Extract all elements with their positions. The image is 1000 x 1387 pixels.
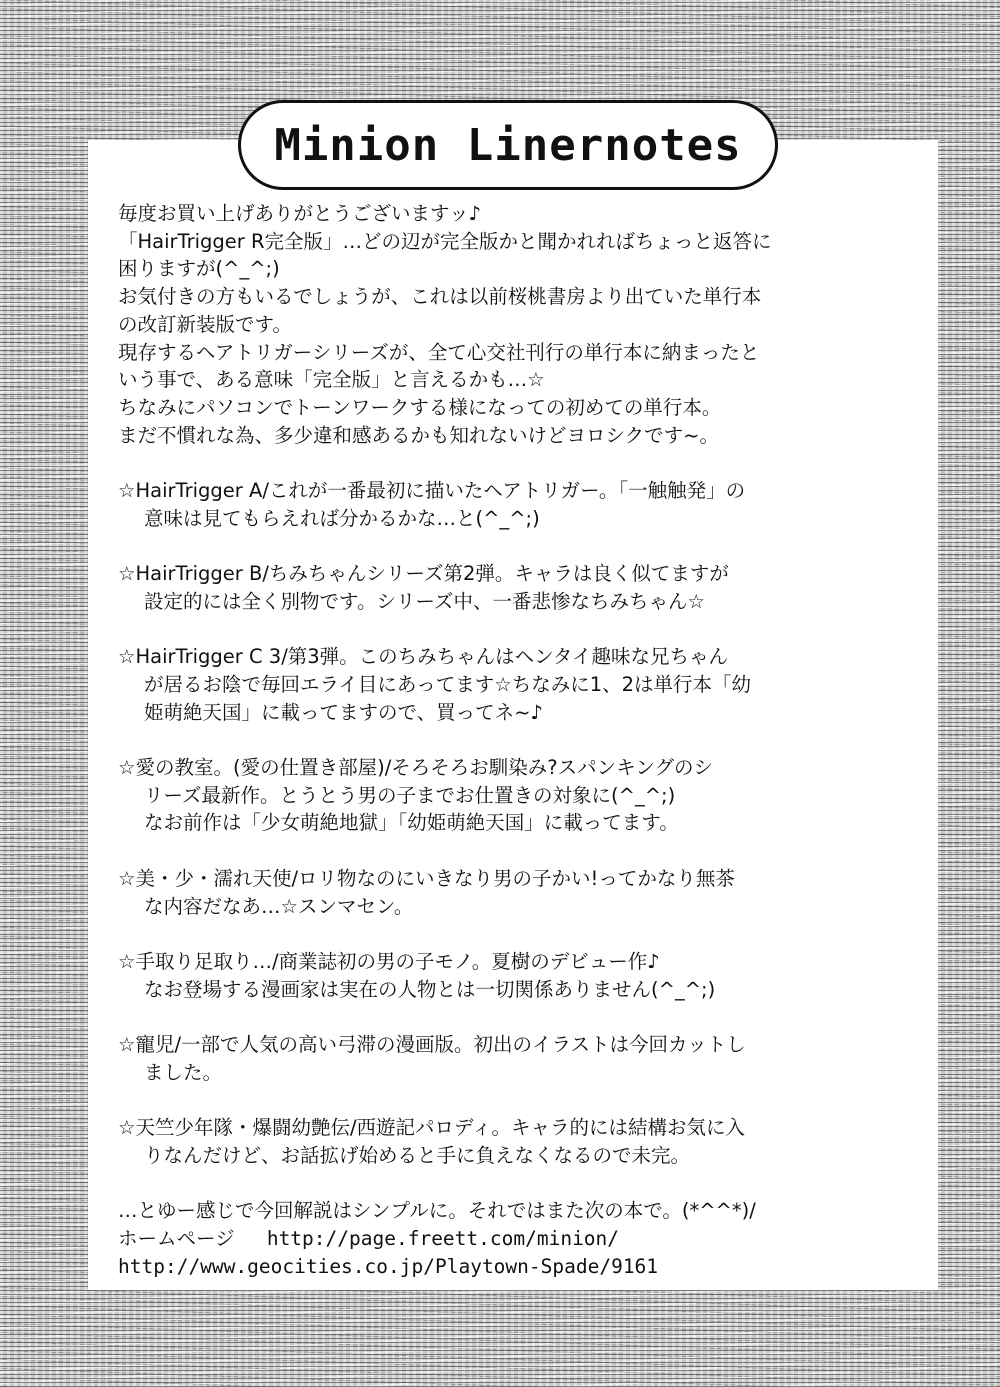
entry-ai-no-kyoushitsu — [118, 754, 918, 837]
entry-line: ☆HairTrigger C 3/第3弾。このちみちゃんはヘンタイ趣味な兄ちゃん — [118, 645, 729, 669]
entry-line: ☆天竺少年隊・爆闘幼艶伝/西遊記パロディ。キャラ的には結構お気に入 — [118, 1116, 745, 1140]
entry-line: ☆手取り足取り…/商業誌初の男の子モノ。夏樹のデビュー作♪ — [118, 949, 660, 973]
entry-line: ☆HairTrigger A/これが一番最初に描いたヘアトリガー。「一触触発」の — [118, 479, 746, 503]
closing-block — [118, 1197, 918, 1280]
entry-hairtrigger-a — [118, 477, 918, 532]
intro-line: の改訂新装版です。 — [118, 312, 292, 336]
page-title: Minion Linernotes — [274, 119, 742, 171]
entry-tetori-ashitori — [118, 948, 918, 1003]
intro-line: ちなみにパソコンでトーンワークする様になっての初めての単行本。 — [118, 395, 722, 419]
entry-line: リーズ最新作。とうとう男の子までお仕置きの対象に(^_^;) — [144, 783, 676, 807]
homepage-line — [118, 1225, 918, 1253]
entry-line: ☆愛の教室。(愛の仕置き部屋)/そろそろお馴染み?スパンキングのシ — [118, 756, 714, 779]
entry-line: ました。 — [144, 1060, 223, 1084]
closing-line: …とゆー感じで今回解説はシンプルに。それではまた次の本で。(*^^*)/ — [118, 1199, 756, 1223]
intro-line: まだ不慣れな為、多少違和感あるかも知れないけどヨロシクです~。 — [118, 423, 719, 447]
entry-line: ☆美・少・濡れ天使/ロリ物なのにいきなり男の子かい!ってかなり無茶 — [118, 866, 735, 890]
title-badge — [238, 100, 778, 190]
intro-line: 現存するヘアトリガーシリーズが、全て心交社刊行の単行本に納まったと — [118, 340, 760, 364]
geocities-url[interactable]: http://www.geocities.co.jp/Playtown-Spade/9161 — [118, 1254, 659, 1278]
intro-line: 毎度お買い上げありがとうございますッ♪ — [118, 202, 482, 225]
intro-block — [118, 200, 918, 449]
intro-line: 「HairTrigger R完全版」…どの辺が完全版かと聞かれればちょっと返答に — [118, 229, 772, 253]
entry-hairtrigger-c3 — [118, 643, 918, 726]
entry-chouji — [118, 1031, 918, 1086]
entry-line: 設定的には全く別物です。シリーズ中、一番悲惨なちみちゃん☆ — [144, 589, 705, 613]
homepage-label: ホームページ — [118, 1226, 235, 1250]
homepage-url[interactable]: http://page.freett.com/minion/ — [266, 1226, 620, 1250]
entry-line: な内容だなあ…☆スンマセン。 — [144, 894, 414, 918]
entry-line: りなんだけど、お話拡げ始めると手に負えなくなるので未完。 — [144, 1143, 691, 1167]
notes-body — [118, 200, 918, 1280]
intro-line: お気付きの方もいるでしょうが、これは以前桜桃書房より出ていた単行本 — [118, 285, 762, 309]
entry-tenjiku-shounentai — [118, 1114, 918, 1169]
entry-line: なお登場する漫画家は実在の人物とは一切関係ありません(^_^;) — [144, 977, 716, 1001]
entry-line: 意味は見てもらえれば分かるかな…と(^_^;) — [144, 506, 540, 530]
entry-line: ☆HairTrigger B/ちみちゃんシリーズ第2弾。キャラは良く似てますが — [118, 562, 729, 586]
entry-line: ☆寵児/一部で人気の高い弓滞の漫画版。初出のイラストは今回カットし — [118, 1032, 746, 1056]
entry-line: 姫萌絶天国」に載ってますので、買ってネ~♪ — [144, 700, 543, 724]
entry-line: なお前作は「少女萌絶地獄」「幼姫萌絶天国」に載ってます。 — [144, 811, 679, 835]
entry-bi-shou-nure-tenshi — [118, 865, 918, 920]
intro-line: 困りますが(^_^;) — [118, 257, 280, 281]
entry-line: が居るお陰で毎回エライ目にあってます☆ちなみに1、2は単行本「幼 — [144, 672, 752, 696]
entry-hairtrigger-b — [118, 560, 918, 615]
intro-line: いう事で、ある意味「完全版」と言えるかも…☆ — [118, 368, 545, 392]
